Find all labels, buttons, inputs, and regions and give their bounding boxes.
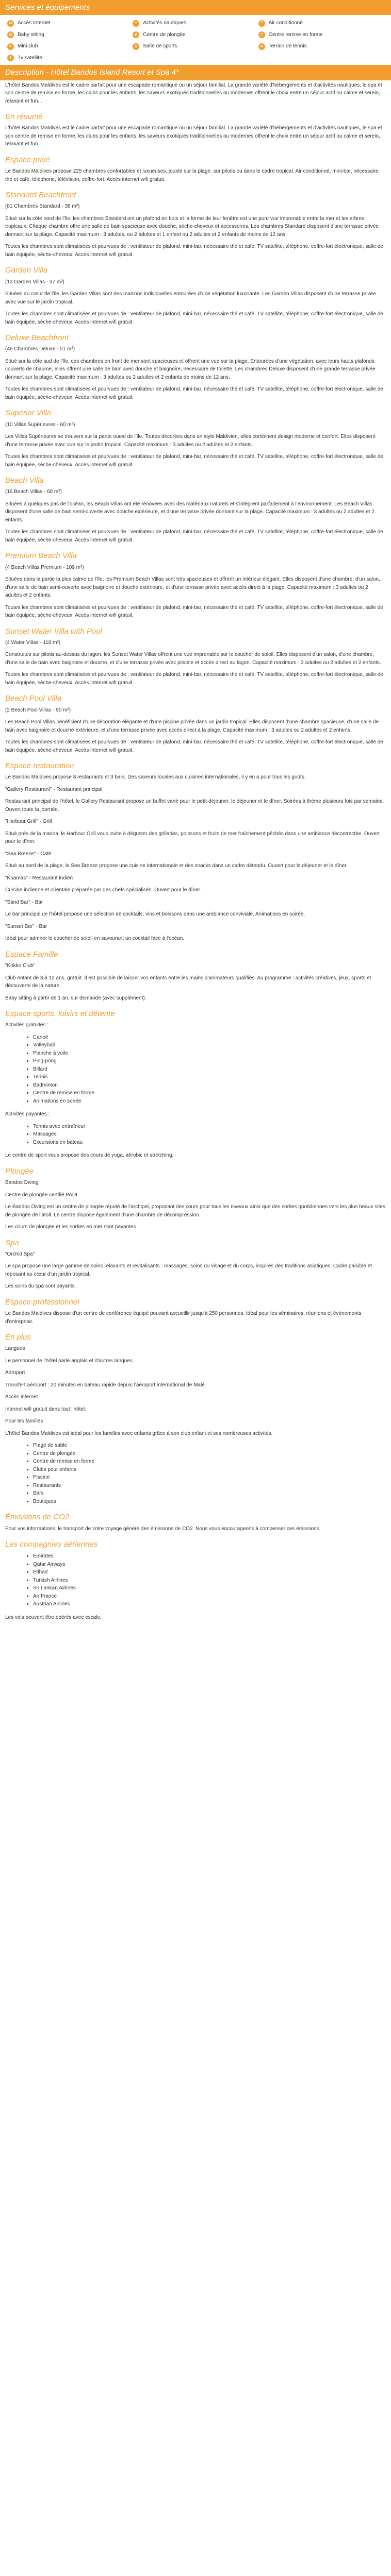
paragraph: Bandos Diving	[5, 1180, 39, 1185]
paragraph: (10 Villas Supérieures - 60 m²)	[5, 421, 75, 428]
service-item	[133, 42, 258, 50]
paragraph: Situées au cœur de l'île, les Garden Villas sont des maisons individuelles entourées d'une végétation luxuriante. Les Garden Villas disposent d'une terrasse privée avec vue sur le jardin tropical.	[5, 291, 376, 305]
paragraph: Les Beach Pool Villas bénéficient d'une décoration élégante et d'une piscine privée dans un jardin tropical. Elles disposent d'une chambre spacieuse, d'une salle de bain avec baignoire et douche extérieure, et d'une terrasse privée avec accès direct à la plage. Capacité maximum : 3 adultes ou 2 adultes et 2 enfants.	[5, 719, 379, 733]
section-heading: Les compagnies aériennes	[5, 1540, 98, 1549]
paragraph: Transfert aéroport : 20 minutes en bateau rapide depuis l'aéroport international de Malé.	[5, 1382, 206, 1388]
paragraph: (12 Garden Villas - 37 m²)	[5, 279, 64, 285]
paragraph: Situé près de la marina, le Harbour Grill vous invite à déguster des grillades, poissons et fruits de mer fraîchement pêchés dans une ambiance décontractée. Ouvert pour le dîner.	[5, 831, 380, 845]
section-heading: Garden Villa	[5, 266, 48, 275]
service-label: Terrain de tennis	[268, 43, 307, 49]
paragraph: Construites sur pilotis au-dessus du lagon, les Sunset Water Villas offrent une vue imprenable sur le coucher de soleil. Elles disposent d'un salon, d'une chambre, d'une salle de bain avec baignoire et douche, et d'une terrasse privée avec piscine et accès direct au lagon. Capacité maximum : 3 adultes ou 2 adultes et 2 enfants.	[5, 652, 381, 666]
bullet-list	[5, 1123, 386, 1147]
paragraph: "Orchid Spa"	[5, 1251, 35, 1257]
service-item	[7, 54, 133, 62]
description-band: Description - Hôtel Bandos Island Resort et Spa 4*	[0, 65, 391, 80]
paragraph: "Gallery Restaurant" - Restaurant principal	[5, 786, 103, 792]
list-item: • Centre de plongée	[33, 1450, 386, 1458]
service-label: Centre remise en forme	[268, 31, 323, 38]
paragraph: Cuisine indienne et orientale préparée par des chefs spécialisés. Ouvert pour le dîner.	[5, 887, 202, 893]
paragraph: Restaurant principal de l'hôtel, le Gallery Restaurant propose un buffet varié pour le petit-déjeuner, le déjeuner et le dîner. Soirées à thème plusieurs fois par semaine. Ouvert toute la journée.	[5, 799, 384, 812]
services-grid	[0, 15, 391, 65]
section-heading: Standard Beachfront	[5, 191, 76, 199]
list-item: • Volleyball	[33, 1041, 386, 1049]
list-item: • Massages	[33, 1130, 386, 1139]
section-heading: Spa	[5, 1238, 19, 1247]
paragraph: Centre de plongée certifié PADI.	[5, 1192, 79, 1198]
list-item: • Badminton	[33, 1081, 386, 1090]
paragraph: Situées dans la partie la plus calme de l'île, les Premium Beach Villas sont très spacieuses et offrent un intérieur élégant. Elles disposent d'une chambre, d'un salon, d'une salle de bain semi-ouverte avec baignoire et douche extérieure, et d'une terrasse privée avec accès direct à la plage. Capacité maximum : 3 adultes ou 2 adultes et 2 enfants.	[5, 577, 380, 598]
list-item: • Clubs pour enfants	[33, 1466, 386, 1474]
paragraph: Les soins du spa sont payants.	[5, 1283, 76, 1290]
service-item	[258, 19, 384, 27]
service-item	[258, 31, 384, 39]
paragraph: (16 Beach Villas - 60 m²)	[5, 489, 62, 495]
paragraph: Le bar principal de l'hôtel propose une sélection de cocktails, vins et boissons dans une ambiance conviviale. Animations en soirée.	[5, 911, 305, 918]
list-item: • Qatar Airways	[33, 1561, 386, 1569]
list-item: • Bars	[33, 1489, 386, 1498]
paragraph: Toutes les chambres sont climatisées et pourvues de : ventilateur de plafond, mini-bar, nécessaire thé et café, TV satellite, téléphone, coffre-fort électronique, salle de bain équipée, sèche-cheveux. Accès internet wifi gratuit.	[5, 311, 383, 325]
paragraph: Le Bandos Maldives propose 225 chambres confortables et luxueuses, jouxte sur la plage, sur pilotis ou dans le cadre tropical. Air conditionné, mini-bar, nécessaire thé et café, téléphone, télévision, coffre-fort. Accès internet wifi gratuit.	[5, 168, 379, 182]
paragraph: Situé sur la côte nord de l'île, les chambres Standard ont un plafond en bois et la forme de leur fenêtre est une pure vue imprenable entre la mer et les arbres tropicaux. Chaque chambre offre une salle de bain spacieuse avec douche, sèche-cheveux et accessoires. Les chambres Standard disposent d'une terrasse privée donnant sur la plage. Capacité maximum : 3 adultes, ou 2 adultes et 1 enfant ou 2 adultes et 2 enfants de moins de 12 ans.	[5, 215, 379, 238]
list-item: • Turkish Airlines	[33, 1577, 386, 1585]
snowflake-icon: *	[258, 20, 265, 27]
section-heading: Espace Famille	[5, 950, 58, 959]
list-item: • Air France	[33, 1592, 386, 1601]
paragraph: "Koamas" - Restaurant indien	[5, 875, 73, 881]
service-label: Salle de sports	[143, 43, 177, 49]
paragraph: Idéal pour admirer le coucher de soleil en savourant un cocktail face à l'océan.	[5, 936, 185, 942]
paragraph: (81 Chambres Standard - 38 m²)	[5, 204, 80, 210]
list-item: • Tennis	[33, 1073, 386, 1081]
service-item	[7, 31, 133, 39]
tennis-icon: o	[258, 43, 265, 50]
list-item: • Tennis avec entraîneur	[33, 1123, 386, 1131]
section-heading: Plongée	[5, 1166, 34, 1176]
section-heading: Beach Pool Villa	[5, 694, 61, 703]
paragraph: Situées à quelques pas de l'océan, les Beach Villas ont été rénovées avec des matériaux naturels et s'intègrent parfaitement à l'environnement. Les Beach Villas disposent d'une salle de bain semi-ouverte avec douche extérieure, et d'une terrasse privée donnant sur la plage. Capacité maximum : 3 adultes ou 2 adultes et 2 enfants.	[5, 501, 374, 523]
service-label: Baby sitting	[18, 31, 44, 38]
kids-icon: k	[7, 43, 14, 50]
paragraph: Activités payantes :	[5, 1111, 50, 1117]
section-heading: Espace professionnel	[5, 1297, 79, 1307]
description-content	[0, 80, 391, 1622]
service-label: Tv satellite	[18, 55, 42, 61]
paragraph: Le centre de sport vous propose des cours de yoga, aérobic et stretching.	[5, 1153, 174, 1159]
service-item	[7, 42, 133, 50]
section-heading: Émissions de CO2	[5, 1513, 70, 1522]
list-item: • Restaurants	[33, 1482, 386, 1490]
paragraph: Le Bandos Maldives propose 8 restaurants et 3 bars. Des saveurs locales aux cuisines internationales, il y en a pour tous les goûts.	[5, 774, 306, 781]
services-band: Services et équipements	[0, 0, 391, 15]
paragraph: Internet wifi gratuit dans tout l'hôtel.	[5, 1406, 86, 1412]
list-item: • Etihad	[33, 1568, 386, 1577]
paragraph: Baby sitting à partir de 1 an, sur demande (avec supplément).	[5, 995, 146, 1001]
paragraph: Toutes les chambres sont climatisées et pourvues de : ventilateur de plafond, mini-bar, nécessaire thé et café, TV satellite, téléphone, coffre-fort électronique, salle de bain équipée, sèche-cheveux. Accès internet wifi gratuit.	[5, 244, 383, 258]
paragraph: Toutes les chambres sont climatisées et pourvues de : ventilateur de plafond, mini-bar, nécessaire thé et café, TV satellite, téléphone, coffre-fort électronique, salle de bain équipée, sèche-cheveux. Accès internet wifi gratuit.	[5, 529, 383, 543]
list-item: • Boutiques	[33, 1498, 386, 1506]
wave-icon: ~	[133, 20, 139, 27]
paragraph: Situé sur la côte sud de l'île, ces chambres en front de mer sont spacieuses et offrent une vue sur la plage. Entourées d'une végétation, avec leurs hauts plafonds couverts de chaume, elles offrent une salle de bain avec douche et baignoire, nécessaire de toilette. Les chambres Deluxe disposent d'une grande terrasse privée donnant sur la plage. Capacité maximum : 3 adultes ou 2 adultes et 2 enfants de moins de 12 ans.	[5, 358, 376, 380]
paragraph: Pour vos informations, le transport de votre voyage génère des émissions de CO2. Nous vous encourageons à compenser ces émissions.	[5, 1526, 321, 1532]
paragraph: "Sea Breeze" - Café	[5, 851, 52, 857]
paragraph: Toutes les chambres sont climatisées et pourvues de : ventilateur de plafond, mini-bar, nécessaire thé et café, TV satellite, téléphone, coffre-fort électronique, salle de bain équipée, sèche-cheveux. Accès internet wifi gratuit.	[5, 739, 383, 753]
list-item: • Piscine	[33, 1473, 386, 1482]
service-label: Centre de plongée	[143, 31, 186, 38]
list-item: • Centre de remise en forme	[33, 1458, 386, 1466]
paragraph: Activités gratuites :	[5, 1022, 48, 1028]
paragraph: Situé au bord de la plage, le Sea Breeze propose une cuisine internationale et des snacks dans un cadre détendu. Ouvert pour le déjeuner et le dîner.	[5, 863, 348, 869]
list-item: • Planche à voile	[33, 1049, 386, 1058]
diving-icon: d	[133, 31, 139, 38]
paragraph: "Sunset Bar" - Bar	[5, 923, 47, 929]
section-heading: Deluxe Beachfront	[5, 333, 69, 342]
paragraph: (4 Beach Villas Premium - 109 m²)	[5, 564, 84, 570]
service-item	[133, 19, 258, 27]
bullet-list	[5, 1552, 386, 1608]
list-item: • Plage de sable	[33, 1442, 386, 1450]
list-item: • Sri Lankan Airlines	[33, 1584, 386, 1592]
paragraph: "Harbour Grill" - Grill	[5, 819, 52, 825]
baby-icon: b	[7, 31, 14, 38]
section-heading: Premium Beach Villa	[5, 551, 77, 561]
section-heading: Beach Villa	[5, 476, 44, 485]
section-heading: Espace sports, loisirs et détente	[5, 1009, 115, 1018]
paragraph: L'hôtel Bandos Maldives est le cadre parfait pour une escapade romantique ou un séjour familial. La grande variété d'hébergements et d'activités nautiques, le spa et son centre de remise en forme, les clubs pour les enfants, les saveurs exotiques traditionnelles ou modernes offrent le choix entre un séjour actif ou calme et serein, relaxant et fun...	[5, 125, 382, 147]
dumbbell-icon: =	[258, 31, 265, 38]
paragraph: Le personnel de l'hôtel parle anglais et d'autres langues.	[5, 1358, 134, 1364]
section-heading: En résumé	[5, 112, 43, 121]
paragraph: Toutes les chambres sont climatisées et pourvues de : ventilateur de plafond, mini-bar, nécessaire thé et café, TV satellite, téléphone, coffre-fort électronique, salle de bain équipée, sèche-cheveux. Accès internet wifi gratuit.	[5, 386, 383, 400]
paragraph: Langues	[5, 1346, 25, 1352]
service-label: Air conditionné	[268, 20, 303, 26]
paragraph: (46 Chambres Deluxe - 51 m²)	[5, 346, 75, 352]
list-item: • Emirates	[33, 1552, 386, 1561]
bullet-list	[5, 1442, 386, 1505]
section-heading: Sunset Water Villa with Pool	[5, 626, 102, 636]
paragraph: (4 Water Villas - 116 m²)	[5, 639, 61, 646]
paragraph: Les cours de plongée et les sorties en mer sont payantes.	[5, 1224, 138, 1230]
paragraph: Les Villas Supérieures se trouvent sur la partie ouest de l'île. Toutes décorées dans un style Maldivien, elles combinent design moderne et confort. Elles disposent d'une terrasse privée avec vue sur le jardin tropical. Capacité maximum : 3 adultes ou 2 adultes et 2 enfants.	[5, 434, 376, 448]
list-item: • Billard	[33, 1065, 386, 1074]
paragraph: (2 Beach Pool Villas - 90 m²)	[5, 707, 71, 713]
tv-icon: t	[7, 55, 14, 61]
paragraph: Toutes les chambres sont climatisées et pourvues de : ventilateur de plafond, mini-bar, nécessaire thé et café, TV satellite, téléphone, coffre-fort électronique, salle de bain équipée, sèche-cheveux. Accès internet wifi gratuit.	[5, 672, 383, 686]
section-heading: Espace restauration	[5, 761, 74, 770]
bullet-list	[5, 1033, 386, 1106]
paragraph: Club enfant de 3 à 12 ans, gratuit. Il est possible de laisser vos enfants entre les mains d'animateurs qualifiés. Au programme : activités créatives, jeux, sports et découverte de la nature.	[5, 975, 371, 989]
list-item: • Centre de remise en forme	[33, 1089, 386, 1097]
list-item: • Austrian Airlines	[33, 1600, 386, 1608]
list-item: • Canoë	[33, 1033, 386, 1042]
list-item: • Ping-pong	[33, 1057, 386, 1065]
sports-icon: s	[133, 43, 139, 50]
paragraph: "Kokko Club"	[5, 963, 36, 969]
list-item: • Excursions en bateau	[33, 1139, 386, 1147]
service-label: Accès Internet	[18, 20, 51, 26]
paragraph: L'hôtel Bandos Maldives est idéal pour les familles avec enfants grâce à son club enfant et ses nombreuses activités.	[5, 1430, 273, 1436]
paragraph: Le Bandos Diving est un centre de plongée réputé de l'archipel, proposant des cours pour tous les niveaux ainsi que des sorties quotidiennes vers les plus beaux sites de plongée de l'atoll. Le centre dispose également d'une chambre de décompression.	[5, 1204, 385, 1218]
service-item	[133, 31, 258, 39]
paragraph: Toutes les chambres sont climatisées et pourvues de : ventilateur de plafond, mini-bar, nécessaire thé et café, TV satellite, téléphone, coffre-fort électronique, salle de bain équipée, sèche-cheveux. Accès internet wifi gratuit.	[5, 454, 383, 468]
section-heading: Espace privé	[5, 155, 50, 164]
paragraph: Aéroport	[5, 1370, 25, 1376]
service-item	[258, 42, 384, 50]
section-heading: En plus	[5, 1333, 31, 1342]
paragraph: Le Bandos Maldives dispose d'un centre de conférence équipé pouvant accueillir jusqu'à 250 personnes. Idéal pour les séminaires, réunions et événements d'entreprise.	[5, 1311, 362, 1325]
section-heading: Superior Villa	[5, 409, 51, 418]
list-item: • Animations en soirée	[33, 1097, 386, 1106]
paragraph: L'hôtel Bandos Maldives est le cadre parfait pour une escapade romantique ou un séjour familial. La grande variété d'hébergements et d'activités nautiques, le spa et son centre de remise en forme, les clubs pour les enfants, les saveurs exotiques traditionnelles ou modernes offrent le choix entre un séjour actif ou calme et serein, relaxant et fun...	[5, 82, 382, 104]
paragraph: Toutes les chambres sont climatisées et pourvues de : ventilateur de plafond, mini-bar, nécessaire thé et café, TV satellite, téléphone, coffre-fort électronique, salle de bain équipée, sèche-cheveux. Accès internet wifi gratuit.	[5, 604, 383, 618]
service-label: Activités nautiques	[143, 20, 186, 26]
wifi-icon: w	[7, 20, 14, 27]
service-label: Mini club	[18, 43, 38, 49]
paragraph: Les vols peuvent être opérés avec escale.	[5, 1614, 102, 1620]
paragraph: Accès internet	[5, 1394, 38, 1400]
paragraph: "Sand Bar" - Bar	[5, 899, 43, 905]
service-item	[7, 19, 133, 27]
paragraph: Pour les familles	[5, 1418, 43, 1425]
paragraph: Le spa propose une large gamme de soins relaxants et revitalisants : massages, soins du visage et du corps, inspirés des traditions asiatiques. Cadre paisible et reposant au cœur d'un jardin tropical.	[5, 1263, 372, 1277]
